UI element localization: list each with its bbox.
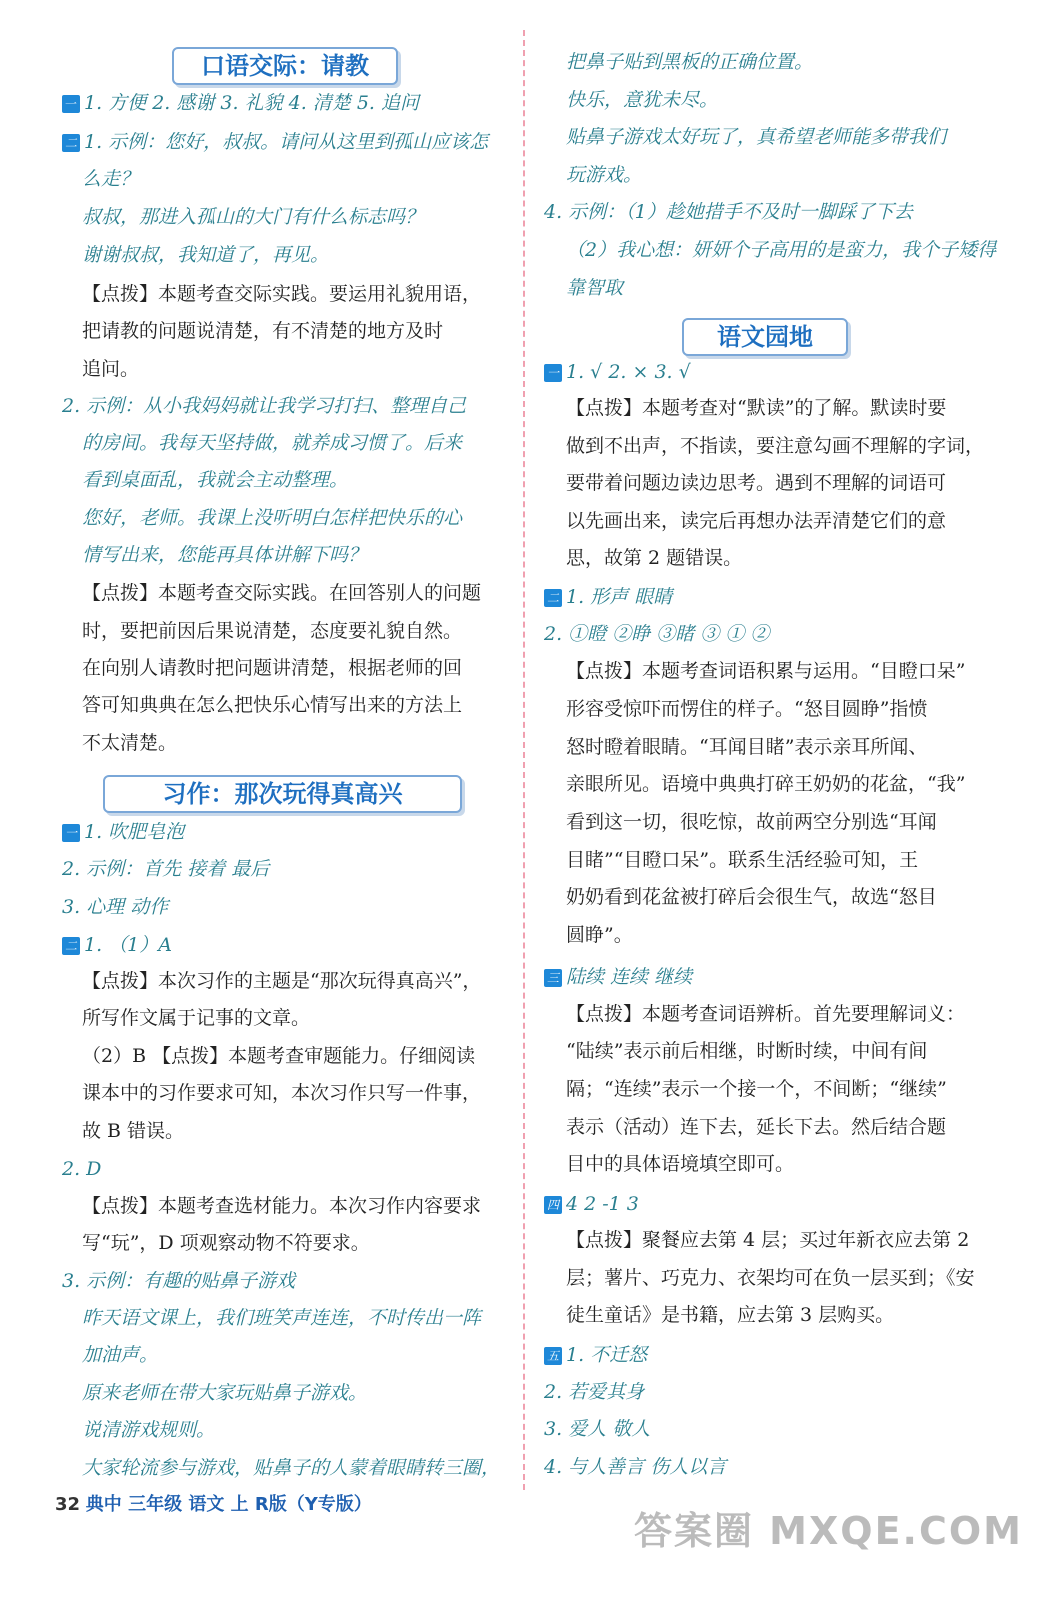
hint-line: 【点拨】本题考查交际实践。在回答别人的问题 bbox=[82, 582, 482, 604]
answer-line: 一 1. √ 2. × 3. √ bbox=[544, 361, 691, 383]
answer-line: 2. D bbox=[62, 1158, 102, 1180]
section-marker: 一 bbox=[62, 95, 80, 113]
answer-line: 4. 与人善言 伤人以言 bbox=[544, 1456, 727, 1478]
answer-line: 的房间。我每天坚持做，就养成习惯了。后来 bbox=[82, 432, 463, 454]
answer-line: 2. 示例：首先 接着 最后 bbox=[62, 858, 270, 880]
answer-line: 看到桌面乱，我就会主动整理。 bbox=[82, 469, 349, 491]
answer-line: （2）我心想：妍妍个子高用的是蛮力，我个子矮得 bbox=[566, 239, 997, 261]
section-marker: 二 bbox=[62, 937, 80, 955]
hint-line: 徒生童话》是书籍，应去第 3 层购买。 bbox=[566, 1304, 895, 1326]
answer-line: 一 1. 吹肥皂泡 bbox=[62, 821, 184, 843]
answer-line: 昨天语文课上，我们班笑声连连，不时传出一阵 bbox=[82, 1307, 482, 1329]
answer-line: 二 1. （1）A bbox=[62, 934, 172, 956]
hint-line: 做到不出声，不指读，要注意勾画不理解的字词， bbox=[566, 435, 985, 457]
hint-line: 目中的具体语境填空即可。 bbox=[566, 1153, 795, 1175]
hint-line: 不太清楚。 bbox=[82, 732, 178, 754]
section-marker: 一 bbox=[62, 824, 80, 842]
section-marker: 二 bbox=[62, 134, 80, 152]
hint-line: 表示（活动）连下去，延长下去。然后结合题 bbox=[566, 1116, 947, 1138]
hint-line: 【点拨】聚餐应去第 4 层；买过年新衣应去第 2 bbox=[566, 1229, 970, 1251]
hint-line: 答可知典典在怎么把快乐心情写出来的方法上 bbox=[82, 694, 463, 716]
hint-line: 要带着问题边读边思考。遇到不理解的词语可 bbox=[566, 472, 947, 494]
answer-line: 3. 心理 动作 bbox=[62, 896, 169, 918]
answer-line: 玩游戏。 bbox=[566, 164, 643, 186]
answer-line: 么走？ bbox=[82, 168, 140, 190]
answer-line: 您好，老师。我课上没听明白怎样把快乐的心 bbox=[82, 507, 463, 529]
page-number: 32 bbox=[55, 1494, 81, 1515]
hint-line: 追问。 bbox=[82, 358, 140, 380]
section-title-oral: 口语交际：请教 bbox=[172, 47, 398, 85]
column-divider bbox=[523, 30, 525, 1490]
section-marker: 三 bbox=[544, 969, 562, 987]
hint-line: 奶奶看到花盆被打碎后会很生气，故选“怒目 bbox=[566, 886, 937, 908]
page-footer bbox=[55, 1490, 372, 1516]
hint-line: 思，故第 2 题错误。 bbox=[566, 547, 743, 569]
watermark: 答案圈 MXQE.COM bbox=[633, 1509, 1023, 1553]
answer-line: 靠智取 bbox=[566, 277, 624, 299]
hint-line: 怒时瞪着眼睛。“耳闻目睹”表示亲耳所闻、 bbox=[566, 736, 928, 758]
answer-line: 三 陆续 连续 继续 bbox=[544, 966, 692, 988]
hint-line: 在向别人请教时把问题讲清楚，根据老师的回 bbox=[82, 657, 463, 679]
answer-line: 2. 若爱其身 bbox=[544, 1381, 645, 1403]
answer-line: 二 1. 形声 眼睛 bbox=[544, 586, 672, 608]
answer-line: 快乐，意犹未尽。 bbox=[566, 89, 719, 111]
hint-line: 隔；“连续”表示一个接一个，不间断；“继续” bbox=[566, 1078, 947, 1100]
hint-line: 看到这一切，很吃惊，故前两空分别选“耳闻 bbox=[566, 811, 937, 833]
hint-line: 形容受惊吓而愣住的样子。“怒目圆睁”指愤 bbox=[566, 698, 928, 720]
answer-line: 说清游戏规则。 bbox=[82, 1419, 216, 1441]
section-marker: 五 bbox=[544, 1347, 562, 1365]
answer-line: 贴鼻子游戏太好玩了，真希望老师能多带我们 bbox=[566, 126, 947, 148]
hint-line: “陆续”表示前后相继，时断时续，中间有间 bbox=[566, 1040, 928, 1062]
answer-line: 2. 示例：从小我妈妈就让我学习打扫、整理自己 bbox=[62, 395, 467, 417]
hint-line: 【点拨】本题考查词语辨析。首先要理解词义： bbox=[566, 1003, 966, 1025]
section-marker: 二 bbox=[544, 589, 562, 607]
answer-line: 3. 爱人 敬人 bbox=[544, 1418, 651, 1440]
answer-line: 原来老师在带大家玩贴鼻子游戏。 bbox=[82, 1382, 368, 1404]
hint-line: 【点拨】本题考查对“默读”的了解。默读时要 bbox=[566, 397, 947, 419]
answer-line: 四 4 2 -1 3 bbox=[544, 1193, 639, 1215]
section-title-garden: 语文园地 bbox=[682, 318, 848, 356]
hint-line: 时，要把前因后果说清楚，态度要礼貌自然。 bbox=[82, 620, 463, 642]
hint-line: 【点拨】本题考查选材能力。本次习作内容要求 bbox=[82, 1195, 482, 1217]
answer-line: 情写出来，您能再具体讲解下吗？ bbox=[82, 544, 368, 566]
hint-line: （2）B 【点拨】本题考查审题能力。仔细阅读 bbox=[82, 1045, 476, 1067]
hint-line: 目睹”“目瞪口呆”。联系生活经验可知，王 bbox=[566, 849, 919, 871]
hint-line: 写“玩”，D 项观察动物不符要求。 bbox=[82, 1232, 370, 1254]
answer-line: 五 1. 不迁怒 bbox=[544, 1344, 647, 1366]
hint-line: 亲眼所见。语境中典典打碎王奶奶的花盆，“我” bbox=[566, 773, 966, 795]
answer-line: 3. 示例：有趣的贴鼻子游戏 bbox=[62, 1270, 296, 1292]
section-marker: 一 bbox=[544, 364, 562, 382]
answer-line: 叔叔，那进入孤山的大门有什么标志吗？ bbox=[82, 206, 425, 228]
section-title-writing: 习作：那次玩得真高兴 bbox=[103, 775, 462, 813]
answer-line: 谢谢叔叔，我知道了，再见。 bbox=[82, 244, 330, 266]
hint-line: 把请教的问题说清楚，有不清楚的地方及时 bbox=[82, 320, 444, 342]
hint-line: 【点拨】本题考查交际实践。要运用礼貌用语， bbox=[82, 283, 482, 305]
hint-line: 层；薯片、巧克力、衣架均可在负一层买到；《安 bbox=[566, 1267, 975, 1289]
answer-line: 一 1. 方便 2. 感谢 3. 礼貌 4. 清楚 5. 追问 bbox=[62, 92, 419, 114]
book-title: 典中 三年级 语文 上 R版（Y专版） bbox=[85, 1494, 372, 1515]
answer-line: 大家轮流参与游戏，贴鼻子的人蒙着眼睛转三圈， bbox=[82, 1457, 501, 1479]
answer-line: 4. 示例：（1）趁她措手不及时一脚踩了下去 bbox=[544, 201, 913, 223]
hint-line: 所写作文属于记事的文章。 bbox=[82, 1007, 311, 1029]
hint-line: 【点拨】本次习作的主题是“那次玩得真高兴”， bbox=[82, 970, 482, 992]
hint-line: 课本中的习作要求可知，本次习作只写一件事， bbox=[82, 1082, 482, 1104]
answer-line: 2. ①瞪 ②睁 ③睹 ③ ① ② bbox=[544, 623, 770, 645]
section-marker: 四 bbox=[544, 1196, 562, 1214]
hint-line: 故 B 错误。 bbox=[82, 1120, 185, 1142]
hint-line: 【点拨】本题考查词语积累与运用。“目瞪口呆” bbox=[566, 660, 966, 682]
answer-line: 把鼻子贴到黑板的正确位置。 bbox=[566, 51, 814, 73]
hint-line: 圆睁”。 bbox=[566, 924, 633, 946]
answer-line: 二 1. 示例：您好，叔叔。请问从这里到孤山应该怎 bbox=[62, 131, 488, 153]
answer-line: 加油声。 bbox=[82, 1344, 159, 1366]
hint-line: 以先画出来，读完后再想办法弄清楚它们的意 bbox=[566, 510, 947, 532]
